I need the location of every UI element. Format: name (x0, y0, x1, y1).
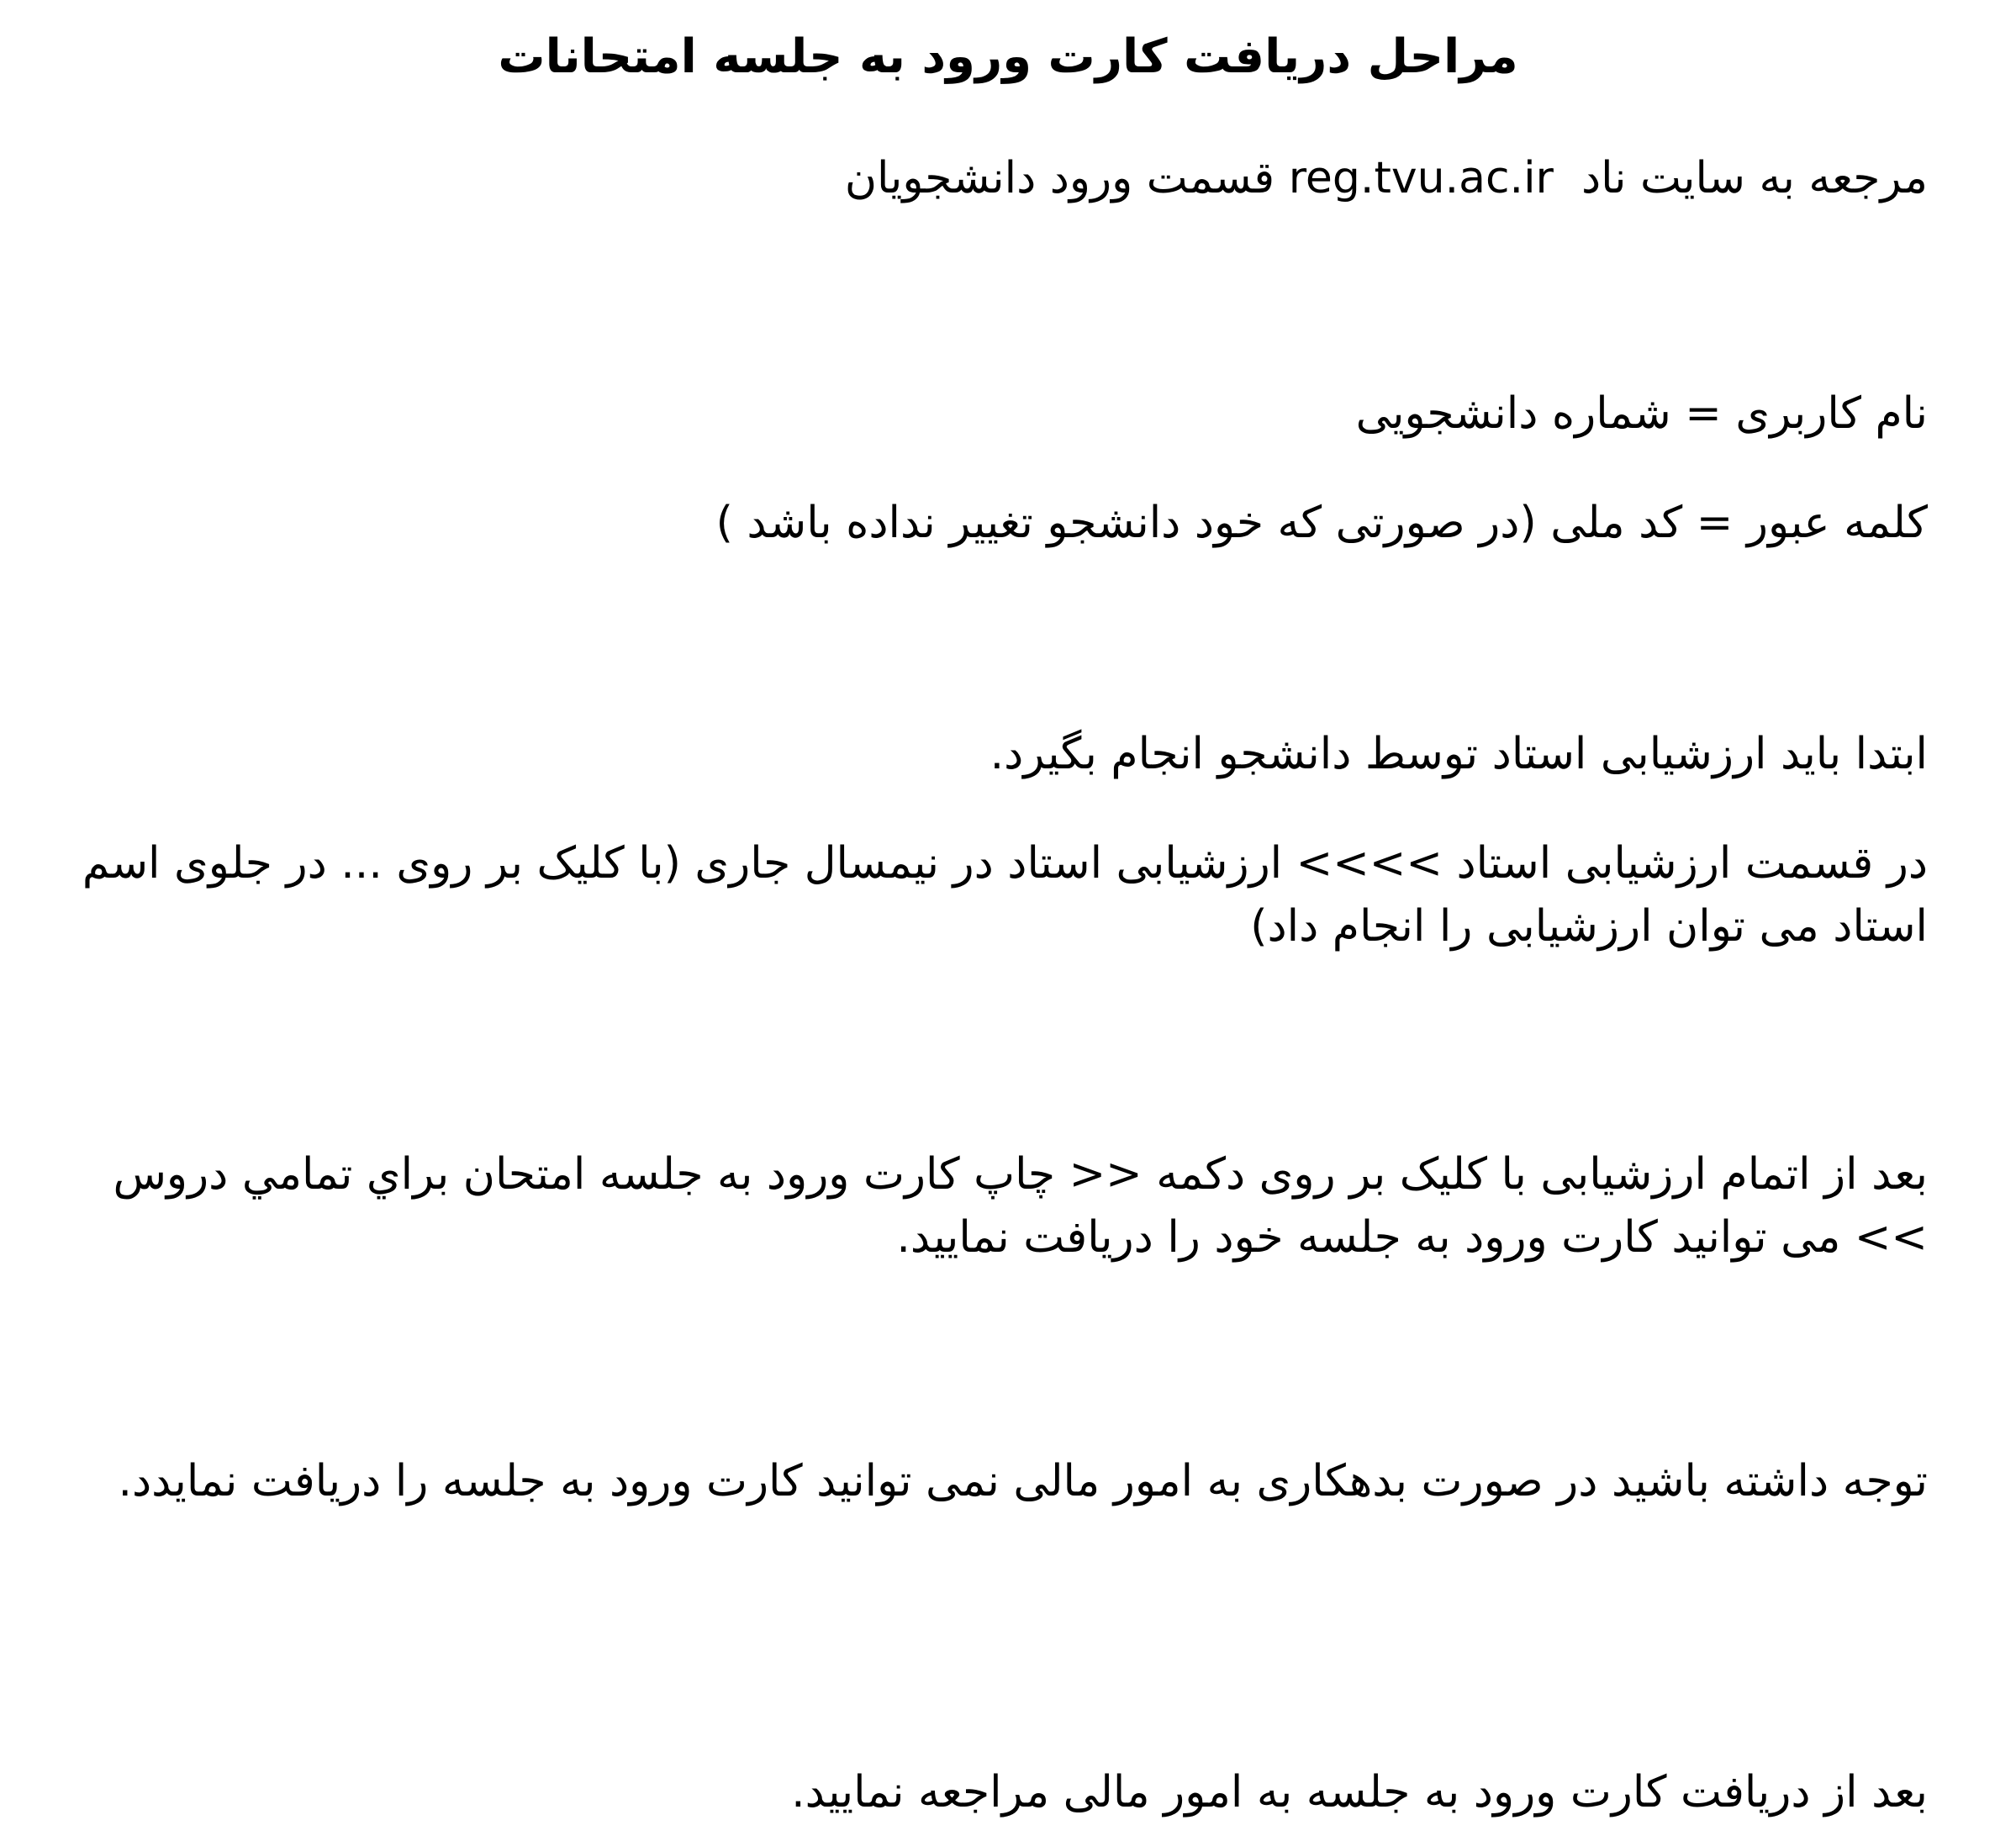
evaluation-first-paragraph: ابتدا باید ارزشیابی استاد توسط دانشجو انجام بگیرد. (990, 729, 1928, 779)
username-line: نام کاربری = شماره دانشجویی (1355, 388, 1928, 439)
debt-note-paragraph: توجه داشته باشید در صورت بدهکاری به امور مالی نمی توانید کارت ورود به جلسه را دریافت نمایدد. (118, 1456, 1928, 1506)
evaluation-how-paragraph: در قسمت ارزشیابی استاد >>>> ارزشیابی استاد در نیمسال جاری (با کلیک بر روی ... در جلوی اسم استاد می توان ارزشیابی را انجام داد) (82, 838, 1928, 952)
print-card-paragraph: بعد از اتمام ارزشیابی با کلیک بر روی دکمه << چاپ کارت ورود به جلسه امتحان براي تمامي دروس >> می توانید کارت ورود به جلسه خود را دریافت نمایید. (113, 1149, 1928, 1263)
document-title: مراحل دریافت کارت ورود به جلسه امتحانات (498, 29, 1518, 84)
intro-suffix: قسمت ورود دانشجویان (844, 153, 1275, 203)
site-url: reg.tvu.ac.ir (1288, 153, 1554, 203)
intro-prefix: مرجعه به سایت ناد (1581, 153, 1928, 203)
password-line: کلمه عبور = کد ملی (در صورتی که خود دانشجو تغییر نداده باشد ) (715, 498, 1928, 548)
intro-paragraph (76, 147, 1928, 210)
final-instruction-paragraph: بعد از دریافت کارت ورود به جلسه به امور مالی مراجعه نمایید. (791, 1767, 1928, 1818)
